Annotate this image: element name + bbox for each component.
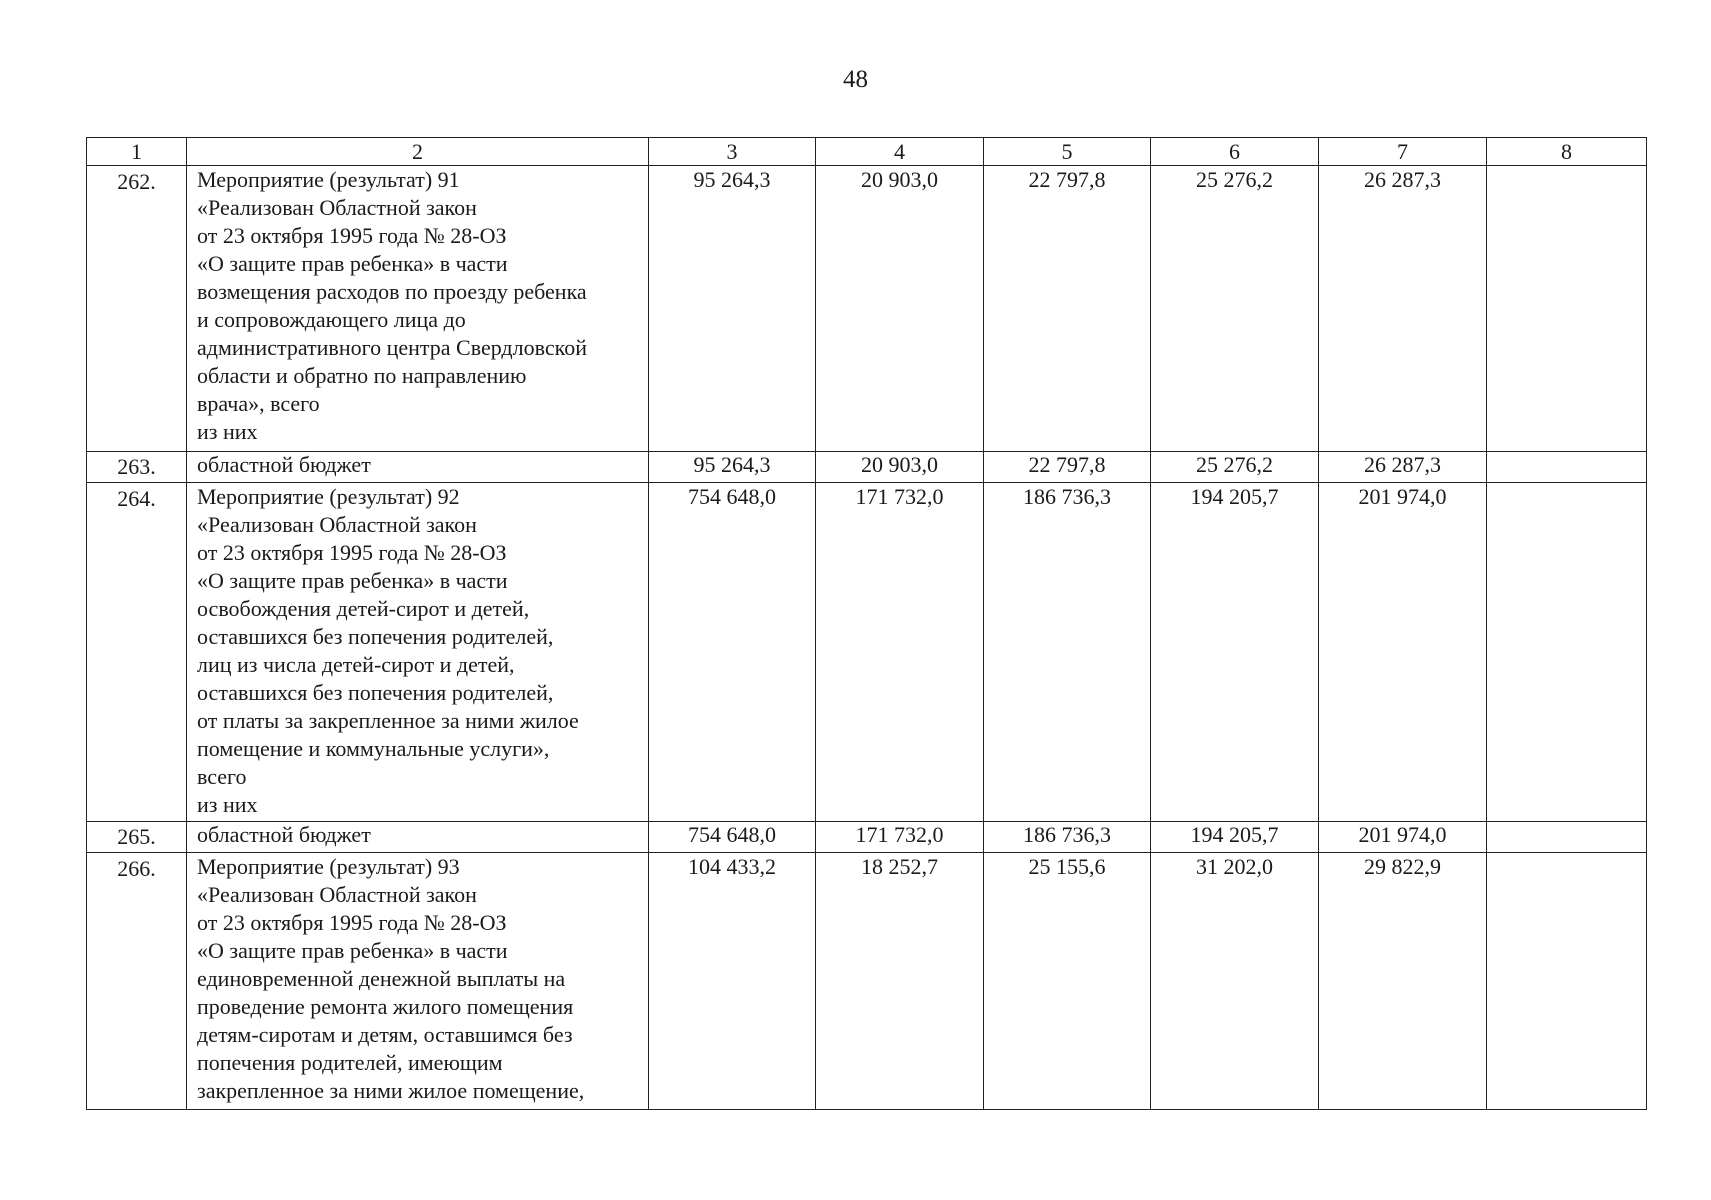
value-col8 (1487, 822, 1647, 853)
row-description (187, 853, 649, 1110)
description-line: областной бюджет (197, 822, 371, 847)
description-line: областной бюджет (197, 452, 371, 477)
value-col4: 18 252,7 (816, 853, 984, 1110)
description-line: оставшихся без попечения родителей, (197, 680, 554, 705)
value-col7: 26 287,3 (1319, 452, 1487, 483)
description-line: возмещения расходов по проезду ребенка (197, 279, 587, 304)
column-header: 2 (187, 138, 649, 166)
value-col3: 95 264,3 (649, 166, 816, 452)
table-row (87, 166, 1647, 452)
value-col4: 20 903,0 (816, 452, 984, 483)
page-number: 48 (843, 66, 868, 93)
row-number: 266. (87, 853, 187, 1110)
row-description (187, 166, 649, 452)
value-col7: 201 974,0 (1319, 483, 1487, 822)
value-col7: 29 822,9 (1319, 853, 1487, 1110)
row-description (187, 452, 649, 483)
value-col3: 95 264,3 (649, 452, 816, 483)
value-col6: 194 205,7 (1151, 483, 1319, 822)
description-line: Мероприятие (результат) 93 (197, 854, 460, 879)
table-row (87, 483, 1647, 822)
column-header: 6 (1151, 138, 1319, 166)
description-line: области и обратно по направлению (197, 363, 527, 388)
column-header: 8 (1487, 138, 1647, 166)
column-header: 4 (816, 138, 984, 166)
description-line: от платы за закрепленное за ними жилое (197, 708, 579, 733)
description-line: «О защите прав ребенка» в части (197, 938, 508, 963)
row-description (187, 483, 649, 822)
description-line: от 23 октября 1995 года № 28-ОЗ (197, 540, 507, 565)
description-line: освобождения детей-сирот и детей, (197, 596, 530, 621)
description-line: из них (197, 419, 258, 444)
value-col5: 25 155,6 (984, 853, 1151, 1110)
value-col5: 22 797,8 (984, 452, 1151, 483)
column-header: 3 (649, 138, 816, 166)
value-col7: 201 974,0 (1319, 822, 1487, 853)
description-line: врача», всего (197, 391, 320, 416)
description-line: проведение ремонта жилого помещения (197, 994, 574, 1019)
value-col3: 104 433,2 (649, 853, 816, 1110)
value-col6: 25 276,2 (1151, 166, 1319, 452)
column-header: 5 (984, 138, 1151, 166)
description-line: административного центра Свердловской (197, 335, 587, 360)
description-line: лиц из числа детей-сирот и детей, (197, 652, 515, 677)
description-line: всего (197, 764, 247, 789)
description-line: детям-сиротам и детям, оставшимся без (197, 1022, 573, 1047)
description-line: Мероприятие (результат) 91 (197, 167, 460, 192)
row-number: 262. (87, 166, 187, 452)
budget-table (86, 137, 1647, 1110)
value-col4: 171 732,0 (816, 822, 984, 853)
value-col3: 754 648,0 (649, 483, 816, 822)
description-line: «Реализован Областной закон (197, 195, 477, 220)
table-header-row (87, 138, 1647, 166)
row-description (187, 822, 649, 853)
description-line: и сопровождающего лица до (197, 307, 466, 332)
description-line: из них (197, 792, 258, 817)
value-col5: 186 736,3 (984, 483, 1151, 822)
column-header: 7 (1319, 138, 1487, 166)
value-col8 (1487, 853, 1647, 1110)
value-col7: 26 287,3 (1319, 166, 1487, 452)
description-line: Мероприятие (результат) 92 (197, 484, 460, 509)
value-col5: 22 797,8 (984, 166, 1151, 452)
value-col6: 31 202,0 (1151, 853, 1319, 1110)
description-line: от 23 октября 1995 года № 28-ОЗ (197, 223, 507, 248)
description-line: оставшихся без попечения родителей, (197, 624, 554, 649)
value-col6: 194 205,7 (1151, 822, 1319, 853)
value-col6: 25 276,2 (1151, 452, 1319, 483)
description-line: «О защите прав ребенка» в части (197, 568, 508, 593)
description-line: «Реализован Областной закон (197, 512, 477, 537)
value-col5: 186 736,3 (984, 822, 1151, 853)
table-row (87, 452, 1647, 483)
row-number: 263. (87, 452, 187, 483)
row-number: 265. (87, 822, 187, 853)
value-col8 (1487, 166, 1647, 452)
description-line: помещение и коммунальные услуги», (197, 736, 550, 761)
description-line: «Реализован Областной закон (197, 882, 477, 907)
description-line: закрепленное за ними жилое помещение, (197, 1078, 585, 1103)
row-number: 264. (87, 483, 187, 822)
value-col4: 20 903,0 (816, 166, 984, 452)
value-col8 (1487, 452, 1647, 483)
value-col4: 171 732,0 (816, 483, 984, 822)
value-col8 (1487, 483, 1647, 822)
table-row (87, 853, 1647, 1110)
value-col3: 754 648,0 (649, 822, 816, 853)
description-line: единовременной денежной выплаты на (197, 966, 566, 991)
description-line: попечения родителей, имеющим (197, 1050, 503, 1075)
description-line: от 23 октября 1995 года № 28-ОЗ (197, 910, 507, 935)
column-header: 1 (87, 138, 187, 166)
table-row (87, 822, 1647, 853)
description-line: «О защите прав ребенка» в части (197, 251, 508, 276)
